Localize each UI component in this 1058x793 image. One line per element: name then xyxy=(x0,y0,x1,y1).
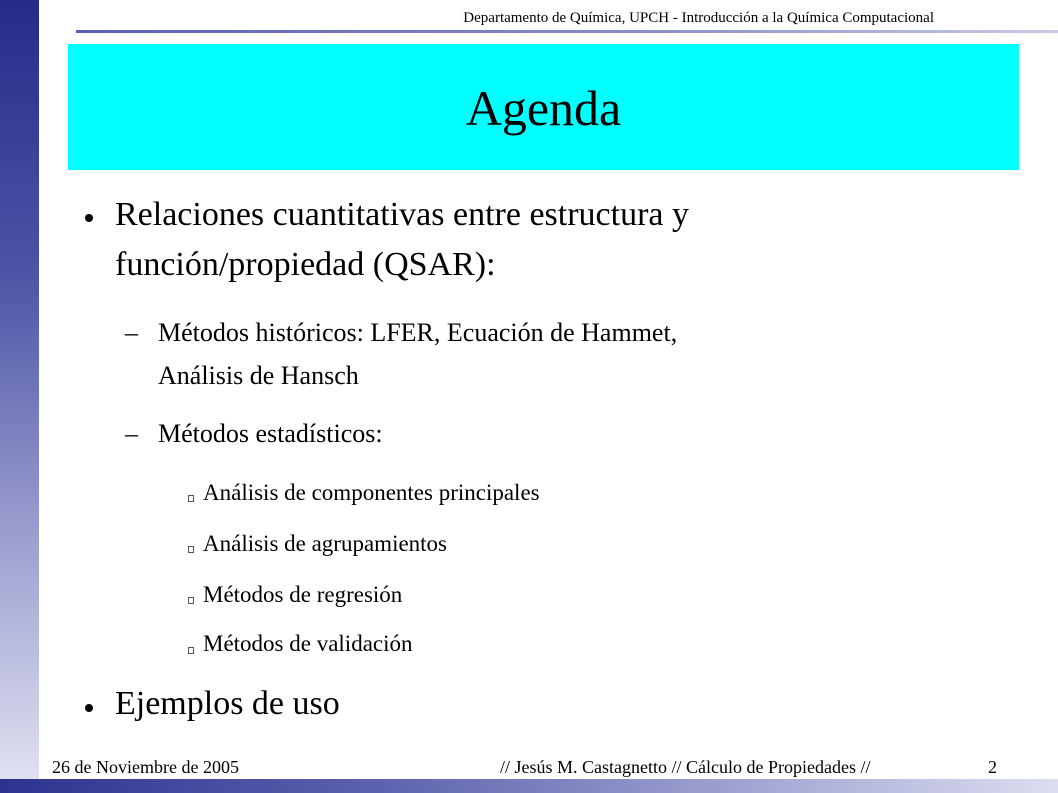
sub-sub-bullet-4: Métodos de validación xyxy=(203,631,413,656)
sub-bullet-1-line-1: Métodos históricos: LFER, Ecuación de Hammet, xyxy=(158,318,678,347)
sub-sub-bullet-2: Análisis de agrupamientos xyxy=(203,531,448,556)
header-department: Departamento de Química, UPCH - Introducción a la Química Computacional xyxy=(463,10,934,26)
bullet-1-line-1: Relaciones cuantitativas entre estructura y xyxy=(115,196,689,233)
footer-decorative-bar xyxy=(0,779,1058,793)
bullet-2: Ejemplos de uso xyxy=(115,685,340,722)
slide-title: Agenda xyxy=(465,80,622,136)
dash-bullet: – xyxy=(125,419,138,448)
left-decorative-bar xyxy=(0,0,39,793)
bullet-dot xyxy=(85,214,93,222)
bullet-dot xyxy=(85,704,93,712)
box-bullet xyxy=(188,597,194,604)
footer-author: // Jesús M. Castagnetto // Cálculo de Propiedades // xyxy=(500,757,871,777)
sub-bullet-1-line-2: Análisis de Hansch xyxy=(158,361,359,390)
sub-bullet-2: Métodos estadísticos: xyxy=(158,419,383,448)
box-bullet xyxy=(188,546,194,553)
page-number: 2 xyxy=(988,757,997,777)
header-rule xyxy=(76,30,1058,33)
sub-sub-bullet-3: Métodos de regresión xyxy=(203,582,403,607)
bullet-1-line-2: función/propiedad (QSAR): xyxy=(115,246,496,283)
title-box xyxy=(68,44,1019,170)
footer-date: 26 de Noviembre de 2005 xyxy=(52,757,239,777)
dash-bullet: – xyxy=(125,318,138,347)
box-bullet xyxy=(188,495,194,502)
box-bullet xyxy=(188,647,194,654)
sub-sub-bullet-1: Análisis de componentes principales xyxy=(203,480,540,505)
